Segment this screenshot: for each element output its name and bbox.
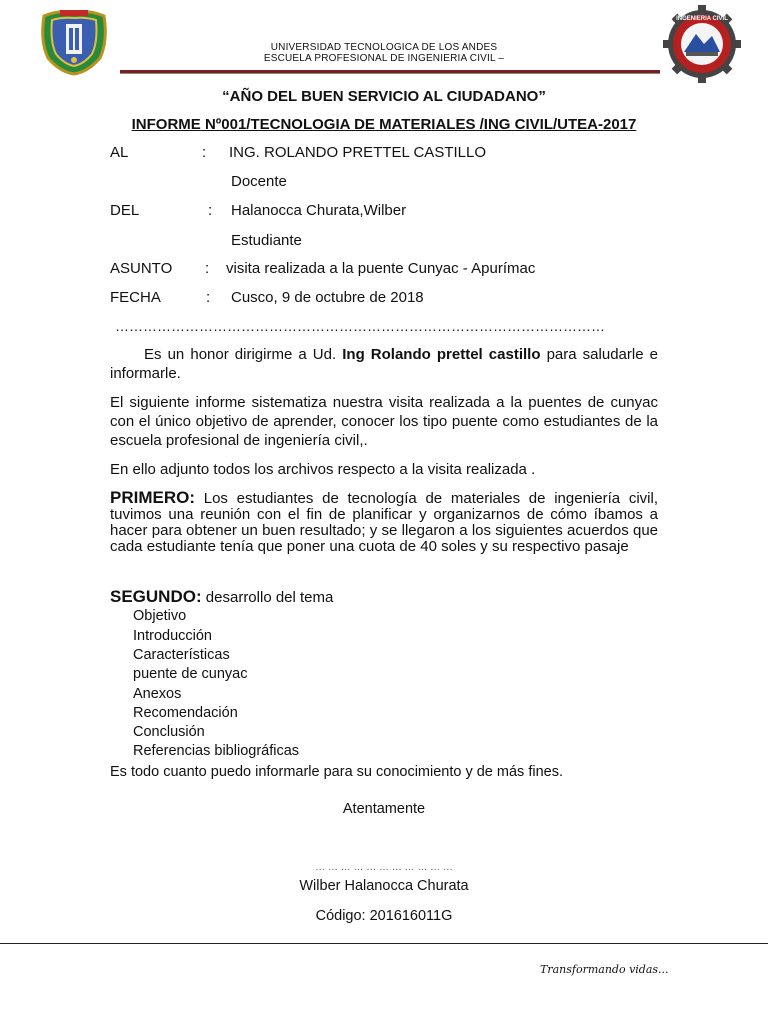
greeting-paragraph: Es un honor dirigirme a Ud. Ing Rolando prettel castillo para saludarle e informarle.: [110, 346, 658, 382]
student-code: Código: 201616011G: [315, 908, 453, 924]
footer-rule: [0, 943, 768, 944]
university-shield-logo: [38, 6, 110, 76]
list-item: Objetivo: [133, 608, 187, 624]
list-item: Conclusión: [133, 724, 205, 740]
segundo-paragraph: SEGUNDO: desarrollo del tema: [110, 587, 334, 606]
recipient-name: Ing Rolando prettel castillo: [342, 346, 541, 363]
al-value: ING. ROLANDO PRETTEL CASTILLO: [229, 144, 486, 161]
asunto-separator: :: [205, 260, 210, 277]
header-rule-thin: [120, 73, 660, 74]
asunto-label: ASUNTO: [110, 260, 173, 277]
list-item: Introducción: [133, 628, 212, 644]
salutation: Atentamente: [342, 801, 426, 817]
school-name: ESCUELA PROFESIONAL DE INGENIERIA CIVIL –: [263, 53, 505, 64]
del-separator: :: [208, 202, 213, 219]
list-item: Anexos: [133, 686, 182, 702]
civil-engineering-gear-logo: [662, 4, 742, 84]
signature-line: … … … … … … … … … … …: [315, 862, 453, 873]
fecha-separator: :: [206, 289, 211, 306]
primero-paragraph: PRIMERO: Los estudiantes de tecnología de materiales de ingeniería civil, tuvimos una reunión con el fin de planificar y organizarnos de cómo íbamos a hacer para obtener un buen resultado; y se llegaron a los siguientes acuerdos que cada estudiante tenía que poner una cuota de 40 soles y su respectivo pasaje: [110, 488, 658, 555]
signer-name: Wilber Halanocca Churata: [299, 878, 469, 894]
summary-paragraph: El siguiente informe sistematiza nuestra visita realizada a la puentes de cunyac con el único objetivo de aprender, conocer los tipo puente como estudiantes de la escuela profesional de ingeniería civil,.: [110, 394, 658, 449]
footer-motto: Transformando vidas...: [540, 963, 669, 976]
asunto-value: visita realizada a la puente Cunyac - Apurímac: [226, 260, 536, 277]
fecha-value: Cusco, 9 de octubre de 2018: [231, 289, 424, 306]
del-role: Estudiante: [231, 232, 302, 249]
al-separator: :: [202, 144, 207, 161]
segundo-label: SEGUNDO:: [110, 587, 202, 606]
attachments-paragraph: En ello adjunto todos los archivos respecto a la visita realizada .: [110, 461, 536, 478]
university-name: UNIVERSIDAD TECNOLOGICA DE LOS ANDES: [270, 42, 498, 53]
al-role: Docente: [231, 173, 287, 190]
list-item: Recomendación: [133, 705, 238, 721]
report-title: INFORME Nº001/TECNOLOGIA DE MATERIALES /ING CIVIL/UTEA-2017: [131, 116, 637, 133]
list-item: puente de cunyac: [133, 666, 248, 682]
del-value: Halanocca Churata,Wilber: [231, 202, 407, 219]
logo-right-text: INGENIERIA CIVIL: [676, 16, 728, 22]
dotted-separator: ……………………………………………………………………………………………: [115, 318, 605, 334]
list-item: Características: [133, 647, 230, 663]
al-label: AL: [110, 144, 129, 161]
closing-paragraph: Es todo cuanto puedo informarle para su conocimiento y de más fines.: [110, 764, 563, 780]
del-label: DEL: [110, 202, 140, 219]
year-title: “AÑO DEL BUEN SERVICIO AL CIUDADANO”: [222, 88, 546, 105]
list-item: Referencias bibliográficas: [133, 743, 300, 759]
fecha-label: FECHA: [110, 289, 161, 306]
primero-label: PRIMERO:: [110, 488, 195, 507]
